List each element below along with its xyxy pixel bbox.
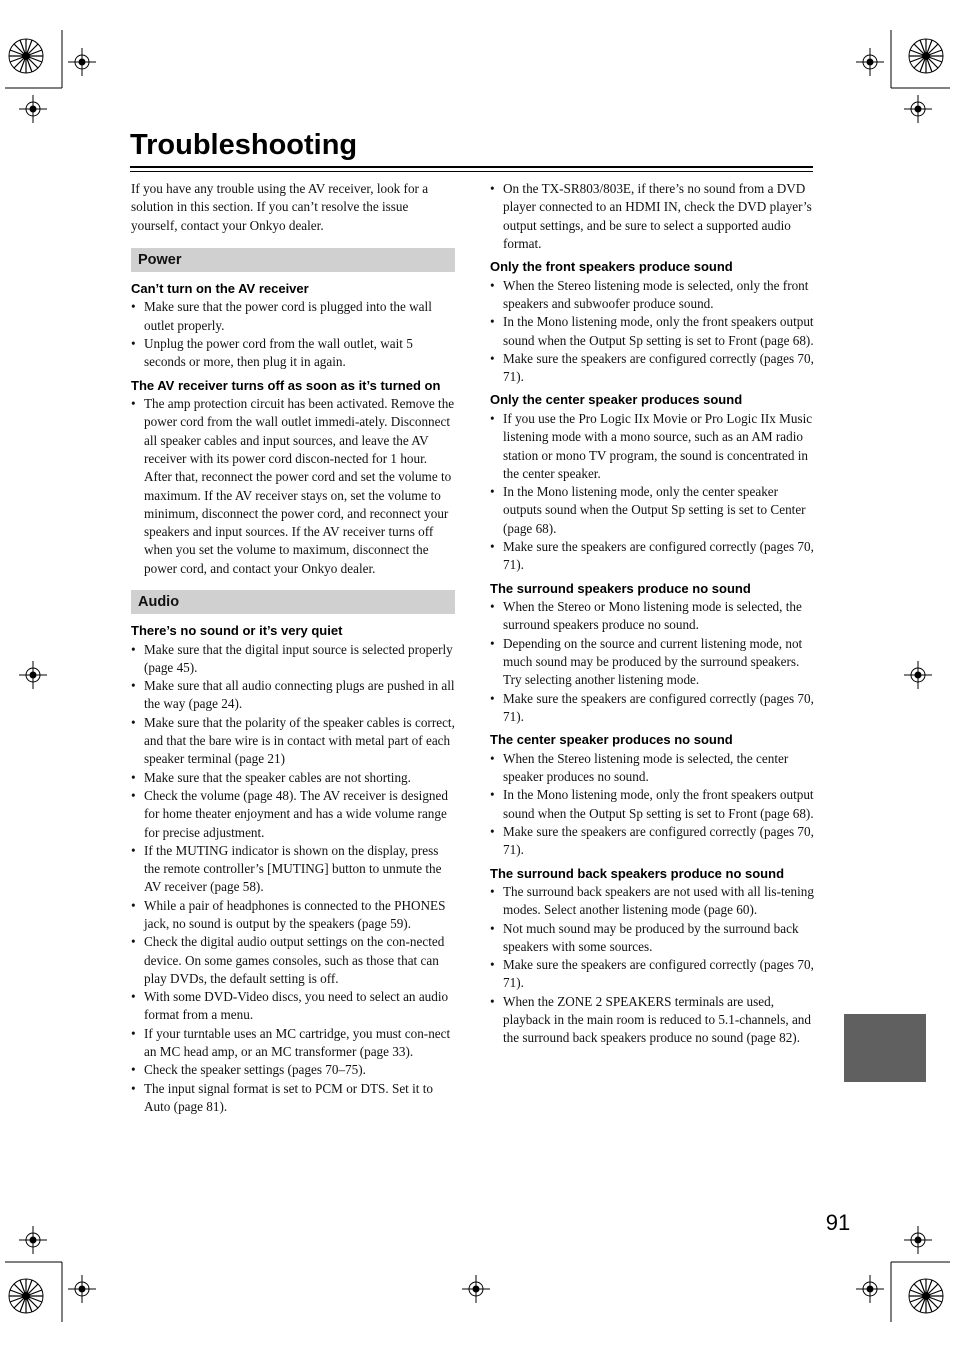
list-item: • When the Stereo listening mode is selected, only the front speakers and subwoofer produce sound. bbox=[490, 277, 814, 314]
list-item: • Make sure that the speaker cables are not shorting. bbox=[131, 769, 455, 787]
list-item: • Check the volume (page 48). The AV receiver is designed for home theater enjoyment and has a wide volume range for precise adjustment. bbox=[131, 787, 455, 842]
bullet-list bbox=[490, 277, 814, 387]
list-item: • Make sure that the polarity of the speaker cables is correct, and that the bare wire is in contact with metal part of each speaker terminal (page 21) bbox=[131, 714, 455, 769]
left-column bbox=[131, 180, 455, 1116]
bullet-list bbox=[131, 641, 455, 1117]
list-item: • Check the digital audio output settings on the con-nected device. On some games consoles, such as those that can play DVDs, the default setting is off. bbox=[131, 933, 455, 988]
title-rule bbox=[130, 166, 813, 168]
right-column bbox=[490, 180, 814, 1048]
list-item: • When the Stereo or Mono listening mode is selected, the surround speakers produce no sound. bbox=[490, 598, 814, 635]
section-heading-audio: Audio bbox=[131, 590, 455, 614]
bullet-list bbox=[490, 598, 814, 726]
list-item: • If you use the Pro Logic IIx Movie or Pro Logic IIx Music listening mode with a mono source, such as an AM radio station or mono TV program, the sound is concentrated in the center speaker. bbox=[490, 410, 814, 483]
subheading: Only the front speakers produce sound bbox=[490, 259, 733, 275]
intro-paragraph: If you have any trouble using the AV receiver, look for a solution in this section. If you can’t resolve the issue yourself, contact your Onkyo dealer. bbox=[131, 181, 429, 233]
list-item: • Not much sound may be produced by the surround back speakers with some sources. bbox=[490, 920, 814, 957]
page-number: 91 bbox=[825, 1210, 851, 1235]
subheading: The AV receiver turns off as soon as it’s turned on bbox=[131, 377, 441, 393]
bullet-list bbox=[490, 883, 814, 1048]
title-rule-thin bbox=[130, 171, 813, 172]
list-item: • Make sure that the power cord is plugged into the wall outlet properly. bbox=[131, 298, 455, 335]
list-item: • Make sure the speakers are configured correctly (pages 70, 71). bbox=[490, 823, 814, 860]
bullet-list bbox=[490, 410, 814, 575]
subheading: The surround back speakers produce no sound bbox=[490, 865, 785, 881]
subheading: Can’t turn on the AV receiver bbox=[131, 280, 309, 296]
list-item: • In the Mono listening mode, only the center speaker outputs sound when the Output Sp setting is set to Center (page 68). bbox=[490, 483, 814, 538]
list-item: • Check the speaker settings (pages 70–75). bbox=[131, 1061, 455, 1079]
subheading: The surround speakers produce no sound bbox=[490, 580, 751, 596]
list-item: • Unplug the power cord from the wall outlet, wait 5 seconds or more, then plug it in again. bbox=[131, 335, 455, 372]
section-heading-power: Power bbox=[131, 248, 455, 272]
chapter-tab bbox=[844, 1014, 926, 1082]
list-item: • While a pair of headphones is connected to the PHONES jack, no sound is output by the speakers (page 59). bbox=[131, 897, 455, 934]
list-item: • The surround back speakers are not used with all lis-tening modes. Select another listening mode (page 60). bbox=[490, 883, 814, 920]
list-item: • With some DVD-Video discs, you need to select an audio format from a menu. bbox=[131, 988, 455, 1025]
list-item: • When the Stereo listening mode is selected, the center speaker produces no sound. bbox=[490, 750, 814, 787]
list-item: • Make sure the speakers are configured correctly (pages 70, 71). bbox=[490, 690, 814, 727]
list-item: • If the MUTING indicator is shown on the display, press the remote controller’s [MUTING] button to unmute the AV receiver (page 58). bbox=[131, 842, 455, 897]
list-item: • Make sure the speakers are configured correctly (pages 70, 71). bbox=[490, 538, 814, 575]
bullet-list bbox=[131, 395, 455, 578]
subheading: There’s no sound or it’s very quiet bbox=[131, 623, 343, 639]
list-item: • Make sure that the digital input source is selected properly (page 45). bbox=[131, 641, 455, 678]
bullet-list bbox=[490, 180, 814, 253]
list-item: • When the ZONE 2 SPEAKERS terminals are used, playback in the main room is reduced to 5.1-channels, and the surround back speakers produce no sound (page 82). bbox=[490, 993, 814, 1048]
list-item: • In the Mono listening mode, only the front speakers output sound when the Output Sp setting is set to Front (page 68). bbox=[490, 786, 814, 823]
list-item: • Make sure the speakers are configured correctly (pages 70, 71). bbox=[490, 956, 814, 993]
page-title: Troubleshooting bbox=[130, 129, 358, 161]
list-item: • Make sure that all audio connecting plugs are pushed in all the way (page 24). bbox=[131, 677, 455, 714]
bullet-list bbox=[490, 750, 814, 860]
list-item: • The input signal format is set to PCM or DTS. Set it to Auto (page 81). bbox=[131, 1080, 455, 1117]
list-item: • If your turntable uses an MC cartridge, you must con-nect an MC head amp, or an MC transformer (page 33). bbox=[131, 1025, 455, 1062]
list-item: • In the Mono listening mode, only the front speakers output sound when the Output Sp setting is set to Front (page 68). bbox=[490, 313, 814, 350]
subheading: The center speaker produces no sound bbox=[490, 732, 733, 748]
list-item: • Depending on the source and current listening mode, not much sound may be produced by the surround speakers. Try selecting another listening mode. bbox=[490, 635, 814, 690]
list-item: • On the TX-SR803/803E, if there’s no sound from a DVD player connected to an HDMI IN, check the DVD player’s output settings, and be sure to select a supported audio format. bbox=[490, 180, 814, 253]
list-item: • The amp protection circuit has been activated. Remove the power cord from the wall outlet immedi-ately. Disconnect all speaker cables and input sources, and leave the AV receiver with its power cord discon-nected for 1 hour. After that, reconnect the power cord and set the volume to maximum. If the AV receiver stays on, set the volume to minimum, disconnect the power cord, and reconnect your speakers and input sources. If the AV receiver turns off when you set the volume to maximum, disconnect the power cord, and contact your Onkyo dealer. bbox=[131, 395, 455, 578]
bullet-list bbox=[131, 298, 455, 371]
list-item: • Make sure the speakers are configured correctly (pages 70, 71). bbox=[490, 350, 814, 387]
subheading: Only the center speaker produces sound bbox=[490, 392, 743, 408]
